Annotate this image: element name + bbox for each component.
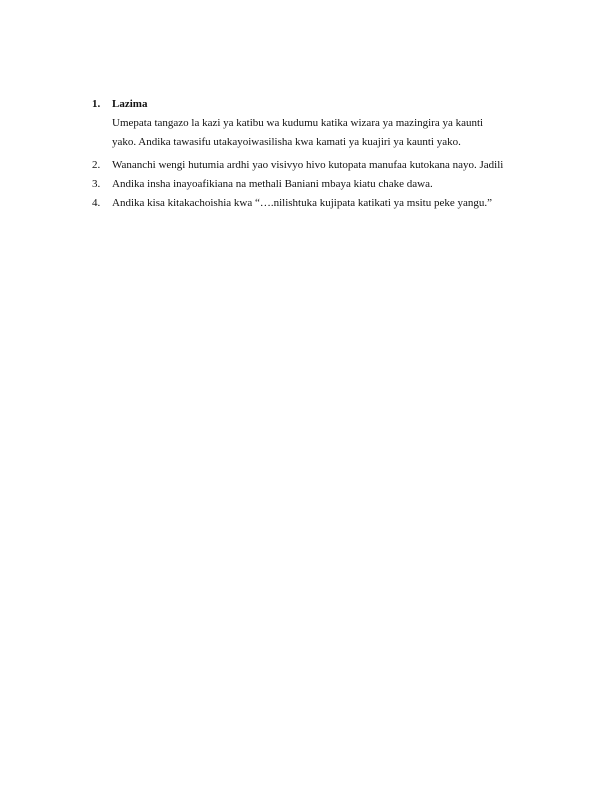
question-text: Andika kisa kitakachoishia kwa “….nilishtuka kujipata katikati ya msitu peke yangu.”	[112, 197, 493, 209]
question-3	[92, 175, 552, 194]
question-text: Wananchi wengi hutumia ardhi yao visivyo hivo kutopata manufaa kutokana nayo. Jadili	[112, 159, 504, 171]
question-4	[92, 194, 552, 213]
question-number: 1.	[92, 98, 101, 110]
question-title: Lazima	[112, 98, 148, 110]
question-text-line: Umepata tangazo la kazi ya katibu wa kudumu katika wizara ya mazingira ya kaunti	[112, 117, 484, 129]
question-2	[92, 156, 552, 175]
question-text: Andika insha inayoafikiana na methali Baniani mbaya kiatu chake dawa.	[112, 178, 433, 190]
question-1	[92, 95, 552, 152]
question-list	[92, 95, 552, 213]
question-number: 4.	[92, 197, 101, 209]
question-text-line: yako. Andika tawasifu utakayoiwasilisha kwa kamati ya kuajiri ya kaunti yako.	[112, 136, 461, 148]
question-number: 2.	[92, 159, 101, 171]
question-number: 3.	[92, 178, 101, 190]
